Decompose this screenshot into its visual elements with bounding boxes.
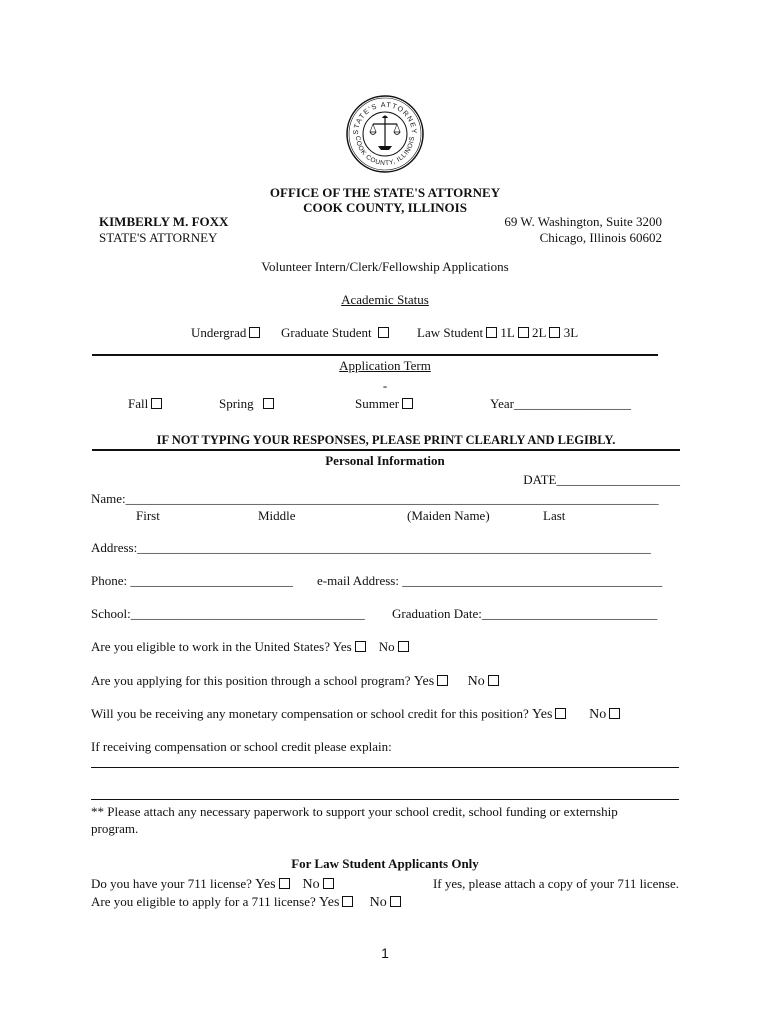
explain-line-1[interactable] — [91, 767, 679, 768]
711-eligible-label: Are you eligible to apply for a 711 license? — [91, 894, 316, 909]
graduation-date-field[interactable]: Graduation Date:___________________________ — [392, 606, 658, 621]
seal-text-top: STATE'S ATTORNEY — [352, 101, 418, 135]
office-title: OFFICE OF THE STATE'S ATTORNEY — [269, 185, 501, 200]
explain-line-2[interactable] — [91, 799, 679, 800]
law-student-option[interactable] — [417, 325, 578, 341]
711-eligible-no-checkbox[interactable] — [390, 896, 401, 907]
eligible-us-label: Are you eligible to work in the United States? Yes — [91, 639, 352, 654]
school-program-yes-checkbox[interactable] — [437, 675, 448, 686]
seal-text-bottom: COOK COUNTY, ILLINOIS — [353, 135, 417, 168]
2l-label: 2L — [532, 325, 547, 340]
attorney-title: STATE'S ATTORNEY — [99, 230, 218, 245]
email-field[interactable]: e-mail Address: ________________________________________ — [317, 573, 663, 588]
county-name: COOK COUNTY, ILLINOIS — [303, 200, 467, 215]
school-program-question[interactable] — [91, 673, 499, 690]
section-divider-1 — [92, 354, 658, 356]
section-divider-2 — [92, 449, 680, 451]
phone-field[interactable]: Phone: _________________________ — [91, 573, 293, 588]
711-license-yes-label: Yes — [255, 877, 276, 892]
undergrad-label: Undergrad — [191, 325, 247, 340]
school-field[interactable]: School:____________________________________ — [91, 606, 365, 621]
compensation-no-label: No — [589, 707, 607, 722]
last-name-label: Last — [543, 508, 566, 523]
fall-checkbox[interactable] — [151, 398, 162, 409]
711-license-label: Do you have your 711 license? — [91, 876, 252, 891]
1l-label: 1L — [500, 325, 515, 340]
compensation-question[interactable] — [91, 706, 620, 723]
711-eligible-no-label: No — [369, 895, 387, 910]
spring-option[interactable] — [219, 396, 274, 412]
eligible-us-no-checkbox[interactable] — [398, 641, 409, 652]
school-program-no-checkbox[interactable] — [488, 675, 499, 686]
spring-checkbox[interactable] — [263, 398, 274, 409]
eligible-us-yes-checkbox[interactable] — [355, 641, 366, 652]
graduate-label: Graduate Student — [281, 325, 372, 340]
attach-note-continued: program. — [91, 821, 139, 836]
compensation-yes-checkbox[interactable] — [555, 708, 566, 719]
law-student-label: Law Student — [417, 325, 484, 340]
school-program-label: Are you applying for this position through a school program? — [91, 673, 411, 688]
711-license-note: If yes, please attach a copy of your 711 license. — [432, 876, 679, 891]
compensation-label: Will you be receiving any monetary compensation or school credit for this position? — [91, 706, 529, 721]
compensation-yes-label: Yes — [532, 707, 553, 722]
711-eligible-yes-label: Yes — [319, 895, 340, 910]
maiden-name-label: (Maiden Name) — [407, 508, 490, 523]
undergrad-checkbox[interactable] — [249, 327, 260, 338]
law-student-heading: For Law Student Applicants Only — [291, 856, 479, 871]
page-number: 1 — [381, 945, 389, 961]
print-notice: IF NOT TYPING YOUR RESPONSES, PLEASE PRINT CLEARLY AND LEGIBLY. — [156, 433, 616, 447]
graduate-option[interactable] — [281, 325, 389, 341]
date-field[interactable]: DATE___________________ — [523, 472, 680, 487]
seal-graphic — [345, 94, 425, 174]
name-field[interactable]: Name:__________________________________________________________________________________ — [91, 491, 659, 506]
undergrad-option[interactable] — [191, 325, 260, 341]
office-address-line2: Chicago, Illinois 60602 — [539, 230, 662, 245]
state-attorney-seal — [345, 94, 425, 174]
1l-checkbox[interactable] — [486, 327, 497, 338]
711-license-yes-checkbox[interactable] — [279, 878, 290, 889]
3l-checkbox[interactable] — [549, 327, 560, 338]
academic-status-heading: Academic Status — [341, 292, 429, 307]
summer-option[interactable] — [355, 396, 413, 412]
term-dash: - — [382, 378, 388, 393]
attach-note: ** Please attach any necessary paperwork to support your school credit, school funding or externship — [91, 804, 618, 819]
711-license-no-checkbox[interactable] — [323, 878, 334, 889]
2l-checkbox[interactable] — [518, 327, 529, 338]
711-eligible-yes-checkbox[interactable] — [342, 896, 353, 907]
fall-label: Fall — [128, 396, 149, 411]
graduate-checkbox[interactable] — [378, 327, 389, 338]
office-address-line1: 69 W. Washington, Suite 3200 — [504, 214, 662, 229]
year-field[interactable]: Year__________________ — [490, 396, 631, 411]
eligible-us-no-label: No — [378, 639, 395, 654]
summer-checkbox[interactable] — [402, 398, 413, 409]
school-program-no-label: No — [467, 674, 485, 689]
3l-label: 3L — [563, 325, 579, 340]
711-eligible-question[interactable] — [91, 894, 401, 911]
attorney-name: KIMBERLY M. FOXX — [99, 214, 229, 229]
application-term-heading: Application Term — [339, 358, 431, 373]
eligible-us-question[interactable] — [91, 639, 409, 655]
spring-label: Spring — [219, 396, 254, 411]
compensation-no-checkbox[interactable] — [609, 708, 620, 719]
form-title: Volunteer Intern/Clerk/Fellowship Applications — [261, 259, 509, 274]
first-name-label: First — [136, 508, 160, 523]
explain-label: If receiving compensation or school credit please explain: — [91, 739, 392, 754]
fall-option[interactable] — [128, 396, 162, 412]
711-license-question[interactable] — [91, 876, 334, 893]
school-program-yes-label: Yes — [413, 674, 435, 689]
711-license-no-label: No — [302, 877, 320, 892]
address-field[interactable]: Address:_______________________________________________________________________________ — [91, 540, 651, 555]
middle-name-label: Middle — [258, 508, 296, 523]
personal-info-heading: Personal Information — [325, 453, 445, 468]
summer-label: Summer — [355, 396, 400, 411]
